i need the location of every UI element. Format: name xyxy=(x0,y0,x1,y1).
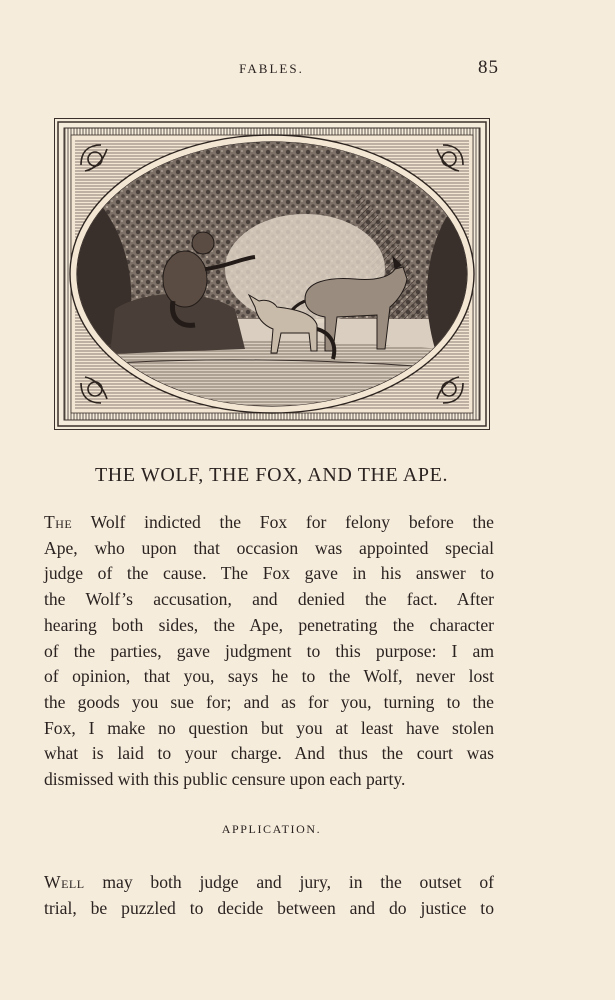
text-line: dismissed with this public censure upon each party. xyxy=(44,769,406,790)
running-title: FABLES. xyxy=(239,61,304,76)
text-line: the goods you sue for; and as for you, turning to the xyxy=(44,691,494,712)
application-text xyxy=(44,870,494,921)
text-line: hearing both sides, the Ape, penetrating the character xyxy=(44,614,494,635)
text-line: judge of the cause. The Fox gave in his answer to xyxy=(44,563,494,584)
page-number: 85 xyxy=(478,57,499,78)
fable-title: THE WOLF, THE FOX, AND THE APE. xyxy=(94,464,449,486)
running-head xyxy=(44,58,499,80)
engraving-illustration xyxy=(54,118,490,430)
text-line: the Wolf’s accusation, and denied the fact. After xyxy=(44,589,494,610)
engraving-svg xyxy=(55,119,489,429)
text-line: Well may both judge and jury, in the outset of xyxy=(44,872,494,892)
lead-word: Well xyxy=(44,872,85,892)
text-line: trial, be puzzled to decide between and do justice to xyxy=(44,897,494,918)
fable-text xyxy=(44,510,494,793)
text-line: of the parties, gave judgment to this purpose: I am xyxy=(44,640,494,661)
text-line: Fox, I make no question but you at least have stolen xyxy=(44,717,494,738)
text-line: of opinion, that you, says he to the Wolf, never lost xyxy=(44,666,494,687)
application-heading: APPLICATION. xyxy=(221,822,322,836)
text-line: Ape, who upon that occasion was appointed special xyxy=(44,537,494,558)
lead-word: The xyxy=(44,512,73,532)
text-line: The Wolf indicted the Fox for felony before the xyxy=(44,512,494,532)
text-line: what is laid to your charge. And thus the court was xyxy=(44,743,494,764)
